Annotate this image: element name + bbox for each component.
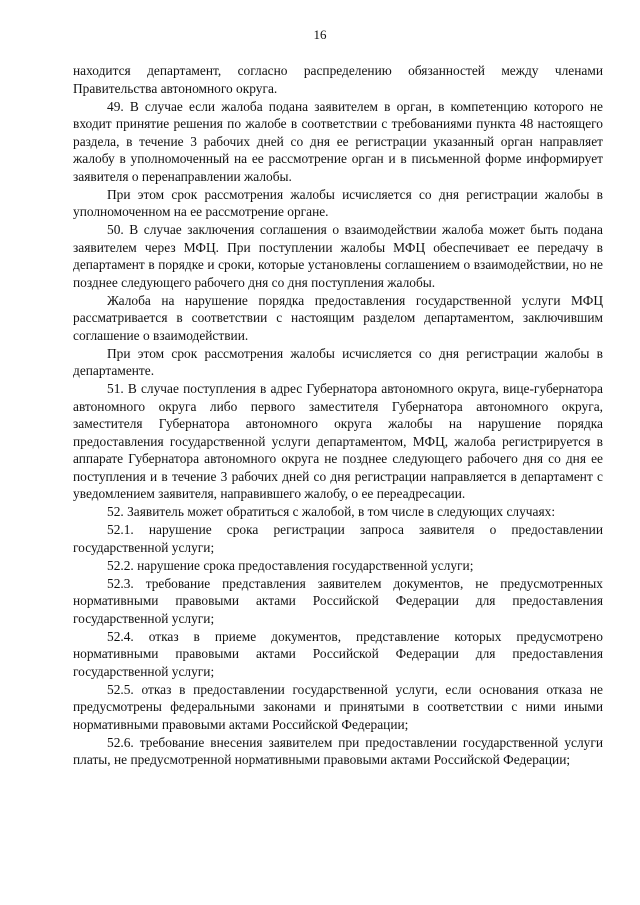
paragraph-52-4: 52.4. отказ в приеме документов, представление которых предусмотрено нормативными правовыми актами Российской Федерации для предоставления государственной услуги; — [73, 628, 603, 679]
paragraph-52-6: 52.6. требование внесения заявителем при предоставлении государственной услуги платы, не предусмотренной нормативными правовыми актами Российской Федерации; — [73, 734, 603, 767]
paragraph-52-3: 52.3. требование представления заявителем документов, не предусмотренных нормативными правовыми актами Российской Федерации для предоставления государственной услуги; — [73, 575, 603, 626]
paragraph-49-note: При этом срок рассмотрения жалобы исчисляется со дня регистрации жалобы в уполномоченном на ее рассмотрение органе. — [73, 186, 603, 219]
paragraph-50: 50. В случае заключения соглашения о взаимодействии жалоба может быть подана заявителем через МФЦ. При поступлении жалобы МФЦ обеспечивает ее передачу в департамент в порядке и сроки, которые установлены соглашением о взаимодействии, но не позднее следующего рабочего дня со дня поступления жалобы. — [73, 222, 603, 290]
paragraph-52-2: 52.2. нарушение срока предоставления государственной услуги; — [107, 557, 474, 573]
paragraph-52-1: 52.1. нарушение срока регистрации запроса заявителя о предоставлении государственной услуги; — [73, 522, 603, 555]
paragraph-50-note: При этом срок рассмотрения жалобы исчисляется со дня регистрации жалобы в департаменте. — [73, 345, 603, 378]
page-number: 16 — [313, 27, 327, 42]
paragraph-52: 52. Заявитель может обратиться с жалобой, в том числе в следующих случаях: — [107, 504, 556, 519]
paragraph-50-mfc: Жалоба на нарушение порядка предоставления государственной услуги МФЦ рассматривается в соответствии с настоящим разделом департаментом, заключившим соглашение о взаимодействии. — [73, 292, 603, 343]
paragraph-49: 49. В случае если жалоба подана заявителем в орган, в компетенцию которого не входит принятие решения по жалобе в соответствии с требованиями пункта 48 настоящего раздела, в течение 3 рабочих дней со дня ее регистрации указанный орган направляет жалобу в уполномоченный на ее рассмотрение орган и в письменной форме информирует заявителя о перенаправлении жалобы. — [73, 98, 603, 184]
paragraph-52-5: 52.5. отказ в предоставлении государственной услуги, если основания отказа не предусмотрены федеральными законами и принятыми в соответствии с ними иными нормативными правовыми актами Российской Федерации; — [73, 681, 603, 732]
paragraph-continuation: находится департамент, согласно распределению обязанностей между членами Правительства автономного округа. — [73, 63, 603, 96]
document-body — [73, 62, 603, 769]
paragraph-51: 51. В случае поступления в адрес Губернатора автономного округа, вице-губернатора автономного округа либо первого заместителя Губернатора автономного округа, заместителя Губернатора автономного округа жалобы на нарушение порядка предоставления государственной услуги департаментом, МФЦ, жалоба регистрируется в аппарате Губернатора автономного округа не позднее следующего рабочего дня со дня ее поступления и в течение 3 рабочих дней со дня регистрации направляется в департамент с уведомлением заявителя, направившего жалобу, о ее переадресации. — [73, 381, 603, 501]
